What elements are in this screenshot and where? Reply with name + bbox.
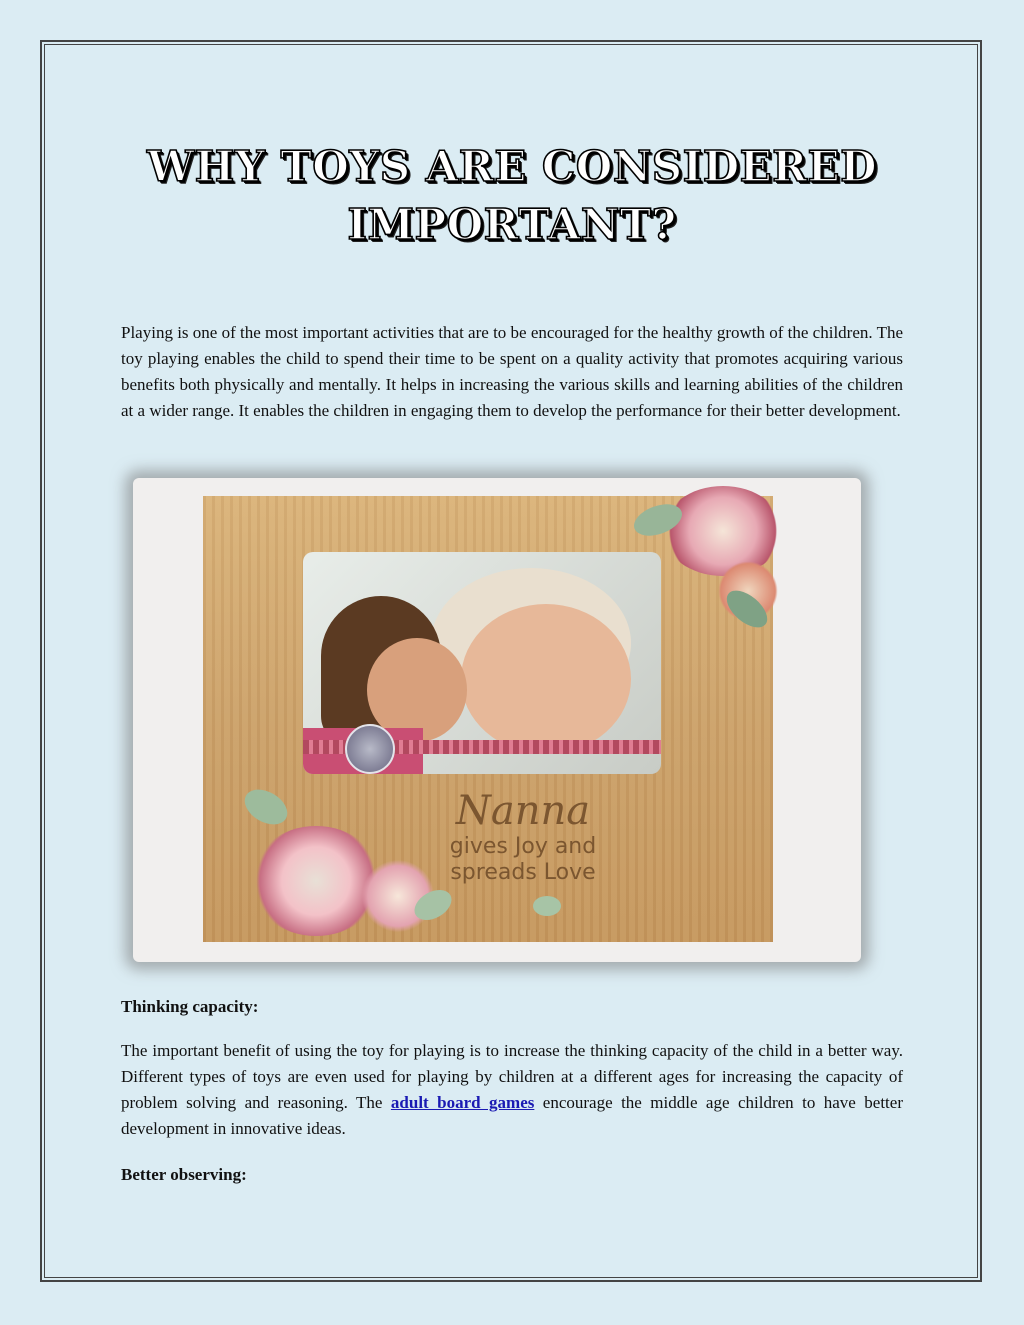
thinking-text-after-link: encourage the middle age children to have better development in innovative ideas.	[121, 1093, 903, 1138]
photo-frame-image	[133, 478, 861, 962]
wooden-frame	[203, 496, 773, 942]
title-line-2: IMPORTANT?	[347, 200, 677, 249]
leaf-decoration	[533, 896, 561, 916]
family-photo	[303, 552, 661, 774]
badge-decoration	[345, 724, 395, 774]
thinking-paragraph	[121, 1038, 903, 1142]
intro-paragraph: Playing is one of the most important activities that are to be encouraged for the healthy growth of the children. The toy playing enables the child to spend their time to be spent on a quality activity that promotes acquiring various benefits both physically and mentally. It helps in increasing the various skills and learning abilities of the children at a wider range. It enables the children in engaging them to develop the performance for their better development.	[121, 323, 903, 420]
section-heading-observing: Better observing:	[121, 1165, 247, 1184]
thinking-text-before-link: The important benefit of using the toy for playing is to increase the thinking capacity of the child in a better way. Different types of toys are even used for playing by children at a different ages for increasing the capacity of problem solving and reasoning. The	[121, 1041, 903, 1112]
woman-face	[461, 604, 631, 754]
document-content	[121, 138, 903, 1184]
section-heading-thinking: Thinking capacity:	[121, 997, 259, 1016]
page-title	[121, 138, 903, 254]
frame-engraving-name: Nanna	[455, 788, 591, 834]
frame-engraving-line-2: spreads Love	[450, 860, 596, 885]
adult-board-games-link[interactable]: adult board games	[390, 1093, 535, 1112]
title-line-1: WHY TOYS ARE CONSIDERED	[146, 142, 877, 191]
leaf-decoration	[239, 783, 294, 832]
frame-engraving-line-1: gives Joy and	[449, 834, 597, 859]
